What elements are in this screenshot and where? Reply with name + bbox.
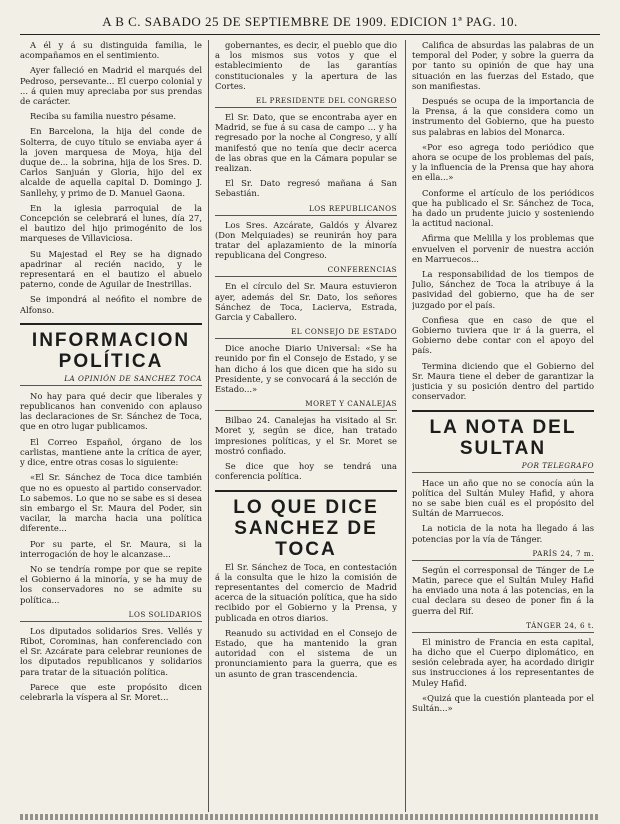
paragraph: No hay para qué decir que liberales y republicanos han convenido con aplauso las declaraciones de Sr. Sánchez de Toca, que en otro lugar publicamos.: [20, 390, 202, 432]
section-head-consejo-estado: EL CONSEJO DE ESTADO: [215, 327, 397, 339]
section-head-republicanos: LOS REPUBLICANOS: [215, 204, 397, 216]
paragraph: En la iglesia parroquial de la Concepción se celebrará el lunes, día 27, el bautizo del hijo primogénito de los marqueses de Villaviciosa.: [20, 202, 202, 244]
page-footer-strip: [20, 814, 600, 820]
paragraph: La responsabilidad de los tiempos de Julio, Sánchez de Toca la atribuye á la pasividad del gobierno, que ha de ser juzgado por el país.: [412, 269, 594, 310]
paragraph: Bilbao 24. Canalejas ha visitado al Sr. Moret y, según se dice, han tratado impresiones políticas, y el Sr. Moret se mostró confiado.: [215, 415, 397, 456]
section-head-conferencias: CONFERENCIAS: [215, 265, 397, 277]
paragraph: La noticia de la nota ha llegado á las potencias por la vía de Tánger.: [412, 523, 594, 544]
section-head-presidente: EL PRESIDENTE DEL CONGRESO: [215, 96, 397, 108]
header-title: A B C. SABADO 25 DE SEPTIEMBRE DE 1909. EDICION 1ª PAG. 10.: [102, 14, 518, 29]
paragraph: A él y á su distinguida familia, le acompañamos en el sentimiento.: [20, 40, 202, 61]
paragraph: «Por eso agrega todo periódico que ahora se ocupe de los problemas del país, y la influencia de la Prensa que hay ahora en ella...»: [412, 141, 594, 183]
paragraph: Se dice que hoy se tendrá una conferencia política.: [215, 461, 397, 482]
paragraph: Conforme el artículo de los periódicos que ha publicado el Sr. Sánchez de Toca, ha dado un prudente juicio y sosteniendo la actitud nacional.: [412, 187, 594, 229]
column-2: [215, 40, 397, 812]
paragraph: gobernantes, es decir, el pueblo que dio a los mismos sus votos y que el establecimiento de las garantías constitucionales y la apertura de las Cortes.: [215, 40, 397, 91]
section-head-moret-canalejas: MORET Y CANALEJAS: [215, 399, 397, 411]
section-subtitle: POR TELEGRAFO: [412, 461, 594, 473]
column-1: [20, 40, 202, 812]
paragraph: En el círculo del Sr. Maura estuvieron ayer, además del Sr. Dato, los señores Sánchez de Toca, Lacierva, Estrada, Garcia y Caballero.: [215, 281, 397, 323]
dateline: TÁNGER 24, 6 t.: [412, 621, 594, 633]
paragraph: Por su parte, el Sr. Maura, si la interrogación de hoy le alcanzase...: [20, 538, 202, 559]
paragraph: «El Sr. Sánchez de Toca dice también que no es opuesto al partido conservador. Lo sabemos. Lo que no se sabe es si desea sin embargo el Sr. Maura del Poder, sin vacilar, la marcha hacia una política diferente...: [20, 472, 202, 534]
paragraph: Reciba su familia nuestro pésame.: [30, 111, 177, 122]
paragraph: Los diputados solidarios Sres. Vellés y Ribot, Corominas, han conferenciado con el Sr. Azcárate para celebrar reuniones de los diputados republicanos y solidarios para tratar de la situación política.: [20, 625, 202, 677]
section-subtitle: LA OPINIÓN DE SANCHEZ TOCA: [20, 374, 202, 386]
paragraph: El Sr. Dato regresó mañana á San Sebastián.: [215, 178, 397, 199]
paragraph: Después se ocupa de la importancia de la Prensa, á la que considera como un instrumento del Gobierno, que ha puesto sus palabras en labios del Monarca.: [412, 96, 594, 137]
paragraph: Confiesa que en caso de que el Gobierno tuviera que ir á la guerra, el Gobierno debe contar con el apoyo del país.: [412, 314, 594, 356]
paragraph: Reanudo su actividad en el Consejo de Estado, que ha mantenido la gran autoridad con el sistema de un pronunciamiento para la guerra, que es un asunto de gran trascendencia.: [215, 627, 397, 679]
paragraph: Dice anoche Diario Universal: «Se ha reunido por fin el Consejo de Estado, y se han dicho á los que dicen que ha sido su Presidente, y se convocará á la sección de Estado...»: [215, 343, 397, 395]
section-title-informacion-politica: INFORMACION POLÍTICA: [20, 323, 202, 372]
paragraph: Termina diciendo que el Gobierno del Sr. Maura tiene el deber de garantizar la justicia y su posición dentro del partido conservador.: [412, 360, 594, 402]
paragraph: «Quizá que la cuestión planteada por el Sultán...»: [412, 692, 594, 713]
section-title-sanchez-toca: LO QUE DICE SANCHEZ DE TOCA: [215, 490, 397, 560]
paragraph: El Sr. Sánchez de Toca, en contestación á la consulta que le hizo la comisión de representantes del comercio de Madrid acerca de la situación política, que ha sido recibido por el Gobierno y la Prensa, y publicada en otros diarios.: [215, 561, 397, 623]
paragraph: El ministro de Francia en esta capital, ha dicho que el Cuerpo diplomático, en sesión celebrada ayer, ha acordado dirigir sus instrucciones á los representantes de Muley Hafid.: [412, 636, 594, 688]
page-header: [20, 10, 600, 35]
paragraph: Se impondrá al neófito el nombre de Alfonso.: [20, 294, 202, 315]
section-head-solidarios: LOS SOLIDARIOS: [20, 610, 202, 622]
paragraph: Califica de absurdas las palabras de un temporal del Poder, y sobre la guerra da por tanto su opinión de que hay una situación en las fuerzas del Estado, que son manifiestas.: [412, 40, 594, 91]
column-3: [412, 40, 594, 812]
paragraph: Su Majestad el Rey se ha dignado apadrinar al recién nacido, y le representará en el bautizo el abuelo paterno, conde de Aguilar de Inestrillas.: [20, 248, 202, 290]
column-rule-2: [405, 40, 406, 812]
paragraph: El Correo Español, órgano de los carlistas, mantiene ante la crítica de ayer, y dice, entre otras cosas lo siguiente:: [20, 436, 202, 468]
paragraph: No se tendría rompe por que se repite el Gobierno á la minoría, y se ha muy de los conservadores no se admite su política...: [20, 563, 202, 605]
column-rule-1: [208, 40, 209, 812]
paragraph: Los Sres. Azcárate, Galdós y Álvarez (Don Melquiades) se reunirán hoy para tratar del aplazamiento de la minoría republicana del Congreso.: [215, 219, 397, 261]
paragraph: El Sr. Dato, que se encontraba ayer en Madrid, se fue á su casa de campo ... y ha regresado por la noche al Congreso, y allí manifestó que no tenía que decir acerca de las obras que en la Cámara popular se realizan.: [215, 112, 397, 174]
paragraph: Afirma que Melilla y los problemas que envuelven el porvenir de nuestra acción en Marruecos...: [412, 233, 594, 264]
paragraph: En Barcelona, la hija del conde de Solterra, de cuyo título se enviaba ayer á la joven marquesa de Moya, hija del duque de... la sobrina, hija de los Sres. D. Carlos Sanjuán y Gloria, hijo del ex alcalde de aquella capital D. Domingo J. Sanllehy, y primo de D. Manuel Gaona.: [20, 126, 202, 198]
dateline: PARÍS 24, 7 m.: [412, 549, 594, 561]
paragraph: Según el corresponsal de Tánger de Le Matin, parece que el Sultán Muley Hafid ha enviado una nota á las potencias, en la cual declara su deseo de poner fin á la guerra del Rif.: [412, 564, 594, 616]
paragraph: Hace un año que no se conocía aún la política del Sultán Muley Hafid, y ahora no se sabe bien cuál es el propósito del Sultán de Marruecos.: [412, 477, 594, 519]
section-title-nota-sultan: LA NOTA DEL SULTAN: [412, 410, 594, 459]
paragraph: Ayer falleció en Madrid el marqués del Pedroso, persevante... El cuerpo colonial y ... á quien muy apreciaba por sus prendas de carácter.: [20, 65, 202, 107]
paragraph: Parece que este propósito dicen celebrarla la víspera al Sr. Moret...: [20, 681, 202, 702]
